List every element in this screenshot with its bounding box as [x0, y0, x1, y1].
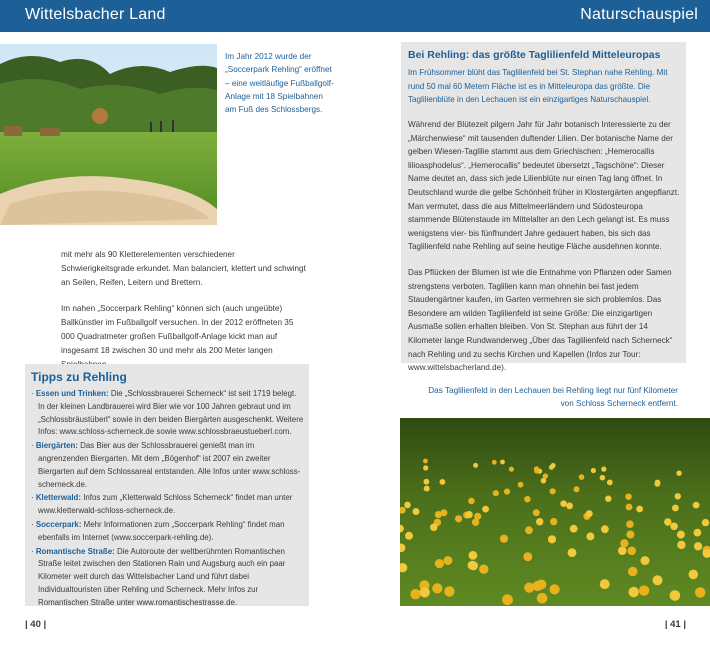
tips-box	[25, 364, 309, 606]
tip-item: · Soccerpark: Mehr Informationen zum „Soccerpark Rehling“ findet man ebenfalls im Internet (www.soccerpark-rehling.de).	[31, 519, 285, 542]
taglilien-field-photo	[400, 418, 710, 606]
tips-list	[31, 388, 305, 611]
soccerpark-caption: Im Jahr 2012 wurde der „Soccerpark Rehling“ eröffnet – eine weitläufige Fußballgolf-Anlage mit 18 Spielbahnen am Fuß des Schlossbergs.	[225, 52, 334, 115]
tip-item: · Romantische Straße: Die Autoroute der weltberühmten Romantischen Straße leitet zwischen den Stationen Rain und Augsburg auch ein paar Kilometer weit durch das Wittelsbacher Land und führt dabei Individualtouristen über Rehling und Scherneck. Mehr Infos zur Romantischen Straße unter www.romantischestrasse.de.	[31, 546, 286, 607]
soccerpark-photo	[0, 44, 217, 225]
page-number-left: | 40 |	[25, 619, 47, 630]
tip-text: Das Bier aus der Schlossbrauerei genießt man im angrenzenden Biergarten. Mit dem „Bögenhof“ ist 2007 ein zweiter Biergarten auf dem Schlossareal entstanden. Alle Infos unter www.schloss-scherneck.de.	[38, 441, 301, 489]
tip-name: Essen und Trinken:	[35, 389, 109, 398]
tip-text: Mehr Informationen zum „Soccerpark Rehling“ findet man ebenfalls im Internet (www.soccerpark-rehling.de).	[38, 519, 285, 542]
page-number-right: | 41 |	[664, 619, 686, 630]
tip-text: Die „Schlossbrauerei Scherneck“ ist seit 1719 belegt. In der kleinen Landbrauerei wird Bier wie vor 100 Jahren gebraut und im „Schlossbräustüberl“ sowie in den beiden Biergärten ausgeschenkt. Weitere Infos: www.schloss-scherneck.de sowie www.schlossbraeustueberl.com.	[38, 389, 304, 437]
tips-title: Tipps zu Rehling	[31, 370, 127, 384]
tip-name: Biergärten:	[35, 441, 78, 451]
info-box-paragraph: Während der Blütezeit pilgern Jahr für Jahr botanisch Interessierte zu der „Märchenwiese“ mit tausenden duftender Lilien. Der botanische Name der gelben Wiesen-Taglilie stammt aus dem Griechischen: „Hemerocallis lilioasphodelus“. „Hemerocallis“ bedeutet übersetzt „Tagschöne“: Dieser Name deutet an, dass sich jede Lilienblüte nur einen Tag lang öffnet. In Deutschland wurde die gelbe Schönheit früher in Klostergärten angepflanzt. Man vermutet, dass die aus Mittelmeerländern und Südosteuropa stammende Blütenstaude im Mittelalter an den Lech gelangt ist. Es muss wenigstens vier- bis fünfhundert Jahre gedauert haben, bis sich das Taglilienfeld nahe Rehling auf seine heutige Fläche ausdehnen konnte.	[408, 120, 680, 252]
tip-name: Soccerpark:	[35, 519, 82, 529]
tip-text: Die Autoroute der weltberühmten Romantischen Straße leitet zwischen den Stationen Rain und Augsburg auch ein paar Kilometer weit durch das Wittelsbacher Land und führt dabei Individualtouristen über Rehling und Scherneck. Mehr Infos zur Romantischen Straße unter www.romantischestrasse.de.	[38, 546, 286, 607]
taglilien-info-box	[401, 42, 686, 373]
body-paragraph: Im nahen „Soccerpark Rehling“ können sich (auch ungeübte) Ballkünstler im Fußballgolf versuchen. In der 2012 eröffneten 35 000 Quadratmeter großen Fußballgolf-Anlage kickt man auf insgesamt 18 zwischen 30 und mehr als 200 Meter langen	[61, 304, 294, 355]
info-box-paragraph: Das Pflücken der Blumen ist wie die Entnahme von Pflanzen oder Samen strengstens verboten. Taglilien kann man ohnehin bei fast jedem Staudengärtner kaufen, im Garten vermehren sie sich problemlos. Das Besondere am wilden Taglilienfeld ist seine Größe: Die einzigartigen Ausmaße sollen erhalten bleiben. Von St. Stephan aus führt der 14 Kilometer lange Rundwanderweg „Über das Taglilienfeld nach Scherneck“ nach Rehling und zu sechs Kirchen und Kapellen (Infos zur Tour: www.wittelsbacherland.de).	[408, 268, 673, 373]
body-paragraph: mit mehr als 90 Kletterelementen verschiedener Schwierigkeitsgrade erkundet. Man balanciert, klettert und schwingt an Seilen, Reifen, Leitern und Brettern.	[61, 250, 306, 287]
tip-item: · Essen und Trinken: Die „Schlossbrauerei Scherneck“ ist seit 1719 belegt. In der kleinen Landbrauerei wird Bier wie vor 100 Jahren gebraut und im „Schlossbräustüberl“ sowie in den beiden Biergärten ausgeschenkt. Weitere Infos: www.schloss-scherneck.de sowie www.schlossbraeustueberl.com.	[31, 389, 304, 437]
tip-item: · Biergärten: Das Bier aus der Schlossbrauerei genießt man im angrenzenden Biergarten. Mit dem „Bögenhof“ ist 2007 ein zweiter Biergarten auf dem Schlossareal entstanden. Alle Infos unter www.schloss-scherneck.de.	[31, 441, 301, 489]
info-box-intro: Im Frühsommer blüht das Taglilienfeld bei St. Stephan nahe Rehling. Mit rund 50 mal 60 Metern Fläche ist es in Mitteleuropa das größte. Die Taglilienblüte in den Lechauen ist ein einzigartiges Naturschauspiel.	[408, 68, 668, 105]
left-header-title: Wittelsbacher Land	[25, 6, 166, 23]
tip-name: Kletterwald:	[35, 493, 81, 503]
info-box-title: Bei Rehling: das größte Taglilienfeld Mitteleuropas	[408, 49, 661, 61]
right-header-title: Naturschauspiel	[580, 6, 698, 23]
page-header-bar	[0, 0, 710, 32]
tip-text: Infos zum „Kletterwald Schloss Scherneck“ findet man unter www.kletterwald-schloss-scherneck.de.	[38, 493, 293, 516]
tip-name: Romantische Straße:	[35, 546, 115, 556]
tip-item: · Kletterwald: Infos zum „Kletterwald Schloss Scherneck“ findet man unter www.kletterwald-schloss-scherneck.de.	[31, 493, 293, 516]
taglilien-caption: Das Taglilienfeld in den Lechauen bei Rehling liegt nur fünf Kilometer von Schloss Scherneck entfernt.	[428, 386, 678, 409]
